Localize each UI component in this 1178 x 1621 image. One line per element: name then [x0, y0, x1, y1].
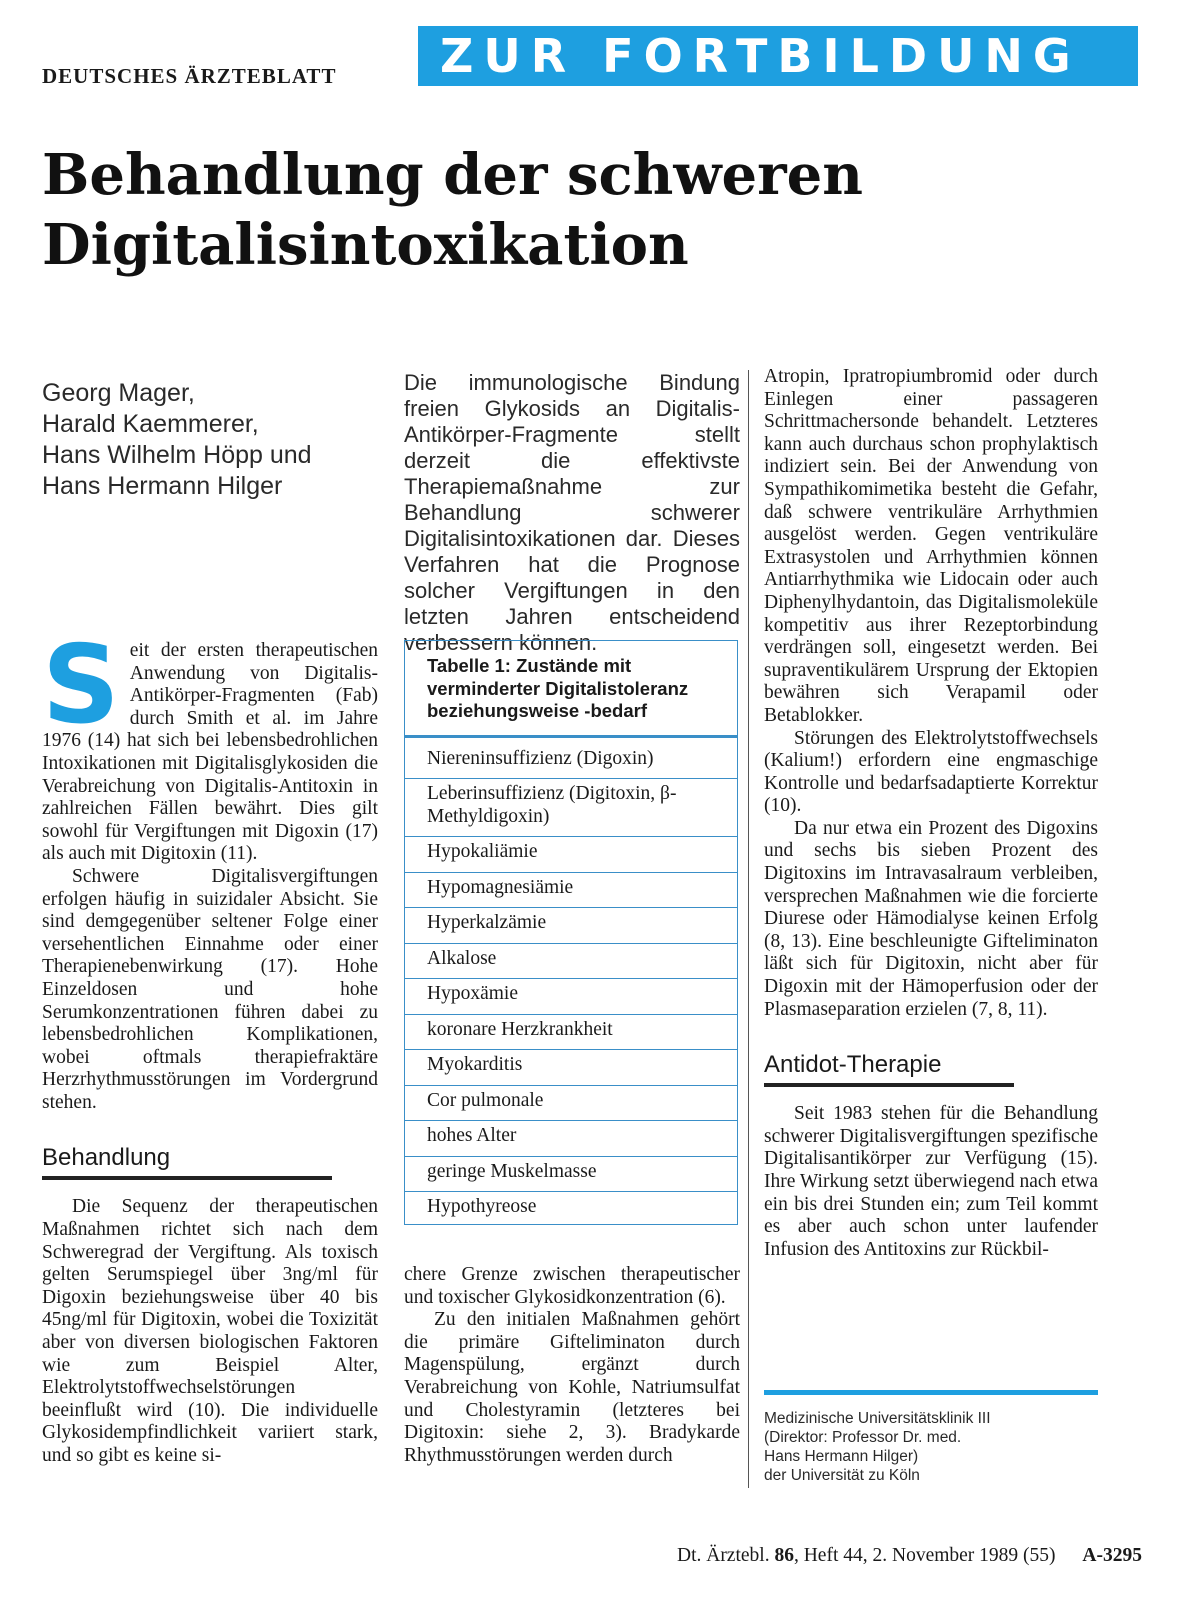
- column-1: [42, 623, 378, 1468]
- paragraph: Zu den initialen Maßnahmen gehört die primäre Gifteliminaton durch Magenspülung, ergänzt durch Verabreichung von Kohle, Natriumsulfat und Cholestyramin (letzteres bei Digitoxin: siehe 2, 3). Bradykarde Rhythmusstörungen werden durch: [404, 1309, 740, 1466]
- table-rows: [405, 744, 737, 1224]
- table-title: Tabelle 1: Zustände mit verminderter Digitalistoleranz beziehungsweise -bedarf: [405, 641, 737, 738]
- article-intro: Die immunologische Bindung freien Glykosids an Digitalis-Antikörper-Fragmente stellt derzeit die effektivste Therapiemaßnahme zur Behandlung schwerer Digitalisintoxikationen dar. Dieses Verfahren hat die Prognose solcher Vergiftungen in den letzten Jahren entscheidend verbessern können.: [404, 370, 740, 655]
- affiliation-line: Hans Hermann Hilger): [764, 1448, 919, 1465]
- table-row: Hyperkalzämie: [405, 907, 737, 940]
- affiliation-line: Medizinische Universitätsklinik III: [764, 1410, 991, 1427]
- affiliation-line: der Universität zu Köln: [764, 1467, 920, 1484]
- subhead-wrap: [42, 1144, 332, 1180]
- table-1: [404, 640, 738, 1225]
- paragraph: Die Sequenz der therapeutischen Maßnahmen richtet sich nach dem Schweregrad der Vergiftung. Als toxisch gelten Serumspiegel über 3ng/ml für Digoxin beziehungsweise über 40 bis 45ng/ml für Digitoxin, wobei die Toxizität aber von diversen biologischen Faktoren wie zum Beispiel Alter, Elektrolytstoffwechselstörungen beeinflußt wird (10). Die individuelle Glykosidempfindlichkeit variiert stark, und so gibt es keine si-: [42, 1196, 378, 1466]
- table-row: hohes Alter: [405, 1120, 737, 1153]
- citation-prefix: Dt. Ärztebl.: [676, 1545, 770, 1566]
- table-row: Hypokaliämie: [405, 836, 737, 869]
- article-title-line2: Digitalisintoxikation: [42, 212, 689, 278]
- journal-name: DEUTSCHES ÄRZTEBLATT: [42, 64, 337, 88]
- affiliation: [764, 1390, 1098, 1485]
- page-footer: [677, 1545, 1142, 1567]
- paragraph: Schwere Digitalisvergiftungen erfolgen häufig in suizidaler Absicht. Sie sind demgegenüber seltener Folge einer versehentlichen Einnahme oder einer Therapienebenwirkung (17). Hohe Einzeldosen und hohe Serumkonzentrationen führen dabei zu lebensbedrohlichen Komplikationen, wobei oftmals therapiefraktäre Herzrhythmusstörungen im Vordergrund stehen.: [42, 865, 378, 1113]
- table-row: Niereninsuffizienz (Digoxin): [427, 747, 654, 769]
- paragraph-text: eit der ersten therapeutischen Anwendung von Digitalis-Antikörper-Fragmenten (Fab) durch Smith et al. im Jahre 1976 (14) hat sich bei lebensbedrohlichen Intoxikationen mit Digitalisglykosiden die Verabreichung von Digitalis-Antitoxin in zahlreichen Fällen bewährt. Dies gilt sowohl für Vergiftungen mit Digoxin (17) als auch mit Digitoxin (11).: [42, 640, 378, 865]
- author: Harald Kaemmerer,: [42, 410, 259, 438]
- table-row: Cor pulmonale: [405, 1085, 737, 1118]
- author: Hans Wilhelm Höpp und: [42, 441, 312, 469]
- column-3: [764, 366, 1098, 1261]
- subhead-wrap: [764, 1051, 1014, 1087]
- paragraph: Da nur etwa ein Prozent des Digoxins und sechs bis sieben Prozent des Digitoxins im Intravasalraum verbleiben, versprechen Maßnahmen wie die forcierte Diurese oder Hämodialyse keinen Erfolg (8, 13). Eine beschleunigte Gifteliminaton läßt sich für Digitoxin, nicht aber für Digoxin mit der Hämoperfusion oder der Plasmaseparation erzielen (7, 8, 11).: [764, 817, 1098, 1020]
- table-row: Alkalose: [405, 943, 737, 976]
- column-rule: [748, 370, 749, 1488]
- article-title: [42, 140, 1122, 280]
- paragraph: chere Grenze zwischen therapeutischer und toxischer Glykosidkonzentration (6).: [404, 1264, 740, 1308]
- author: Georg Mager,: [42, 379, 195, 407]
- table-row: Myokarditis: [405, 1049, 737, 1082]
- section-banner: ZUR FORTBILDUNG: [418, 26, 1138, 86]
- author-list: [42, 378, 402, 502]
- paragraph: Atropin, Ipratropiumbromid oder durch Einlegen einer passageren Schrittmachersonde behandelt. Letzteres kann auch durchaus schon prophylaktisch indiziert sein. Bei der Anwendung von Sympathikomimetika besteht die Gefahr, daß schwere ventrikuläre Arrhythmien ausgelöst werden. Gegen ventrikuläre Extrasystolen und Arrhythmien können Antiarrhythmika wie Lidocain oder auch Diphenylhydantoin, das Digitalismoleküle kompetitiv aus ihrer Rezeptorbindung verdrängen soll, eingesetzt werden. Bei supraventikulärem Ursprung der Ektopien bewähren sich Verapamil oder Betablokker.: [764, 366, 1098, 726]
- table-row: Hypothyreose: [405, 1191, 737, 1224]
- citation-volume: 86: [774, 1545, 794, 1566]
- table-row: koronare Herzkrankheit: [405, 1014, 737, 1047]
- page-code: A-3295: [1082, 1545, 1142, 1566]
- paragraph: Störungen des Elektrolytstoffwechsels (Kalium!) erfordern eine engmaschige Kontrolle und bedarfsadaptierte Korrektur (10).: [764, 727, 1098, 817]
- table-row: Hypoxämie: [405, 978, 737, 1011]
- section-heading-antidot-therapie: Antidot-Therapie: [764, 1051, 1014, 1087]
- table-row: Leberinsuffizienz (Digitoxin, β-Methyldigoxin): [405, 778, 737, 833]
- column-2: [404, 1264, 740, 1467]
- article-title-line1: Behandlung der schweren: [42, 142, 863, 208]
- paragraph: [42, 623, 378, 866]
- section-heading-behandlung: Behandlung: [42, 1144, 332, 1180]
- table-row: Hypomagnesiämie: [405, 872, 737, 905]
- affiliation-line: (Direktor: Professor Dr. med.: [764, 1429, 962, 1446]
- citation-rest: , Heft 44, 2. November 1989 (55): [793, 1545, 1056, 1566]
- paragraph: Seit 1983 stehen für die Behandlung schwerer Digitalisvergiftungen spezifische Digitalisantikörper zur Verfügung (15). Ihre Wirkung setzt überwiegend nach etwa ein bis drei Stunden ein; zum Teil kommt es aber auch schon unter laufender Infusion des Antitoxins zur Rückbil-: [764, 1103, 1099, 1260]
- dropcap: S: [42, 623, 120, 748]
- table-row: geringe Muskelmasse: [405, 1156, 737, 1189]
- author: Hans Hermann Hilger: [42, 472, 283, 500]
